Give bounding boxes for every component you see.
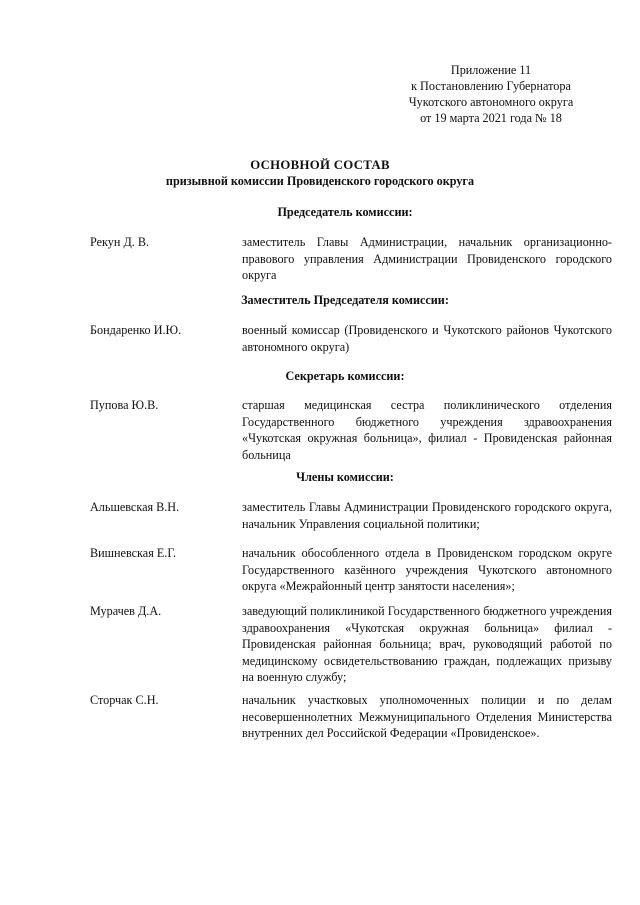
member-position: военный комиссар (Провиденского и Чукотского районов Чукотского автономного округа) bbox=[242, 323, 612, 354]
section-secretary: Секретарь комиссии: bbox=[285, 369, 405, 383]
section-members: Члены комиссии: bbox=[296, 470, 394, 484]
member-name: Рекун Д. В. bbox=[90, 235, 150, 249]
member-position: старшая медицинская сестра поликлинического отделения Государственного бюджетного учреждения здравоохранения «Чукотская окружная больница», филиал - Провиденская районная больница bbox=[242, 398, 612, 462]
appendix-resolution: к Постановлению Губернатора bbox=[411, 79, 571, 93]
member-name: Сторчак С.Н. bbox=[90, 693, 159, 707]
member-position: заведующий поликлиникой Государственного бюджетного учреждения здравоохранения «Чукотская окружная больница» филиал - Провиденская районная больница; врач, руководящий работой по медицинскому освидетельствованию граждан, подлежащих призыву на военную службу; bbox=[242, 604, 612, 684]
member-position: заместитель Главы Администрации Провиденского городского округа, начальник Управления социальной политики; bbox=[242, 500, 612, 531]
member-name: Альшевская В.Н. bbox=[90, 500, 180, 514]
title-main: ОСНОВНОЙ СОСТАВ bbox=[250, 158, 390, 172]
member-name: Мурачев Д.А. bbox=[90, 604, 162, 618]
appendix-number: Приложение 11 bbox=[450, 63, 532, 77]
title-sub: призывной комиссии Провиденского городского округа bbox=[165, 174, 475, 188]
appendix-region: Чукотского автономного округа bbox=[408, 95, 574, 109]
document-title bbox=[60, 157, 580, 189]
member-position: начальник участковых уполномоченных полиции и по делам несовершеннолетних Межмуниципального Отделения Министерства внутренних дел Российской Федерации «Провиденское». bbox=[242, 693, 612, 740]
member-name: Пупова Ю.В. bbox=[90, 398, 159, 412]
section-chairman: Председатель комиссии: bbox=[277, 205, 413, 219]
appendix-date: от 19 марта 2021 года № 18 bbox=[420, 111, 562, 125]
section-deputy: Заместитель Председателя комиссии: bbox=[241, 293, 449, 307]
member-name: Бондаренко И.Ю. bbox=[90, 323, 182, 337]
appendix-header bbox=[380, 62, 602, 126]
member-name: Вишневская Е.Г. bbox=[90, 546, 177, 560]
member-position: заместитель Главы Администрации, начальник организационно-правового управления Администрации Провиденского городского округа bbox=[242, 235, 612, 282]
member-position: начальник обособленного отдела в Провиденском городском округе Государственного казённого учреждения Чукотского автономного округа «Межрайонный центр занятости населения»; bbox=[242, 546, 612, 593]
